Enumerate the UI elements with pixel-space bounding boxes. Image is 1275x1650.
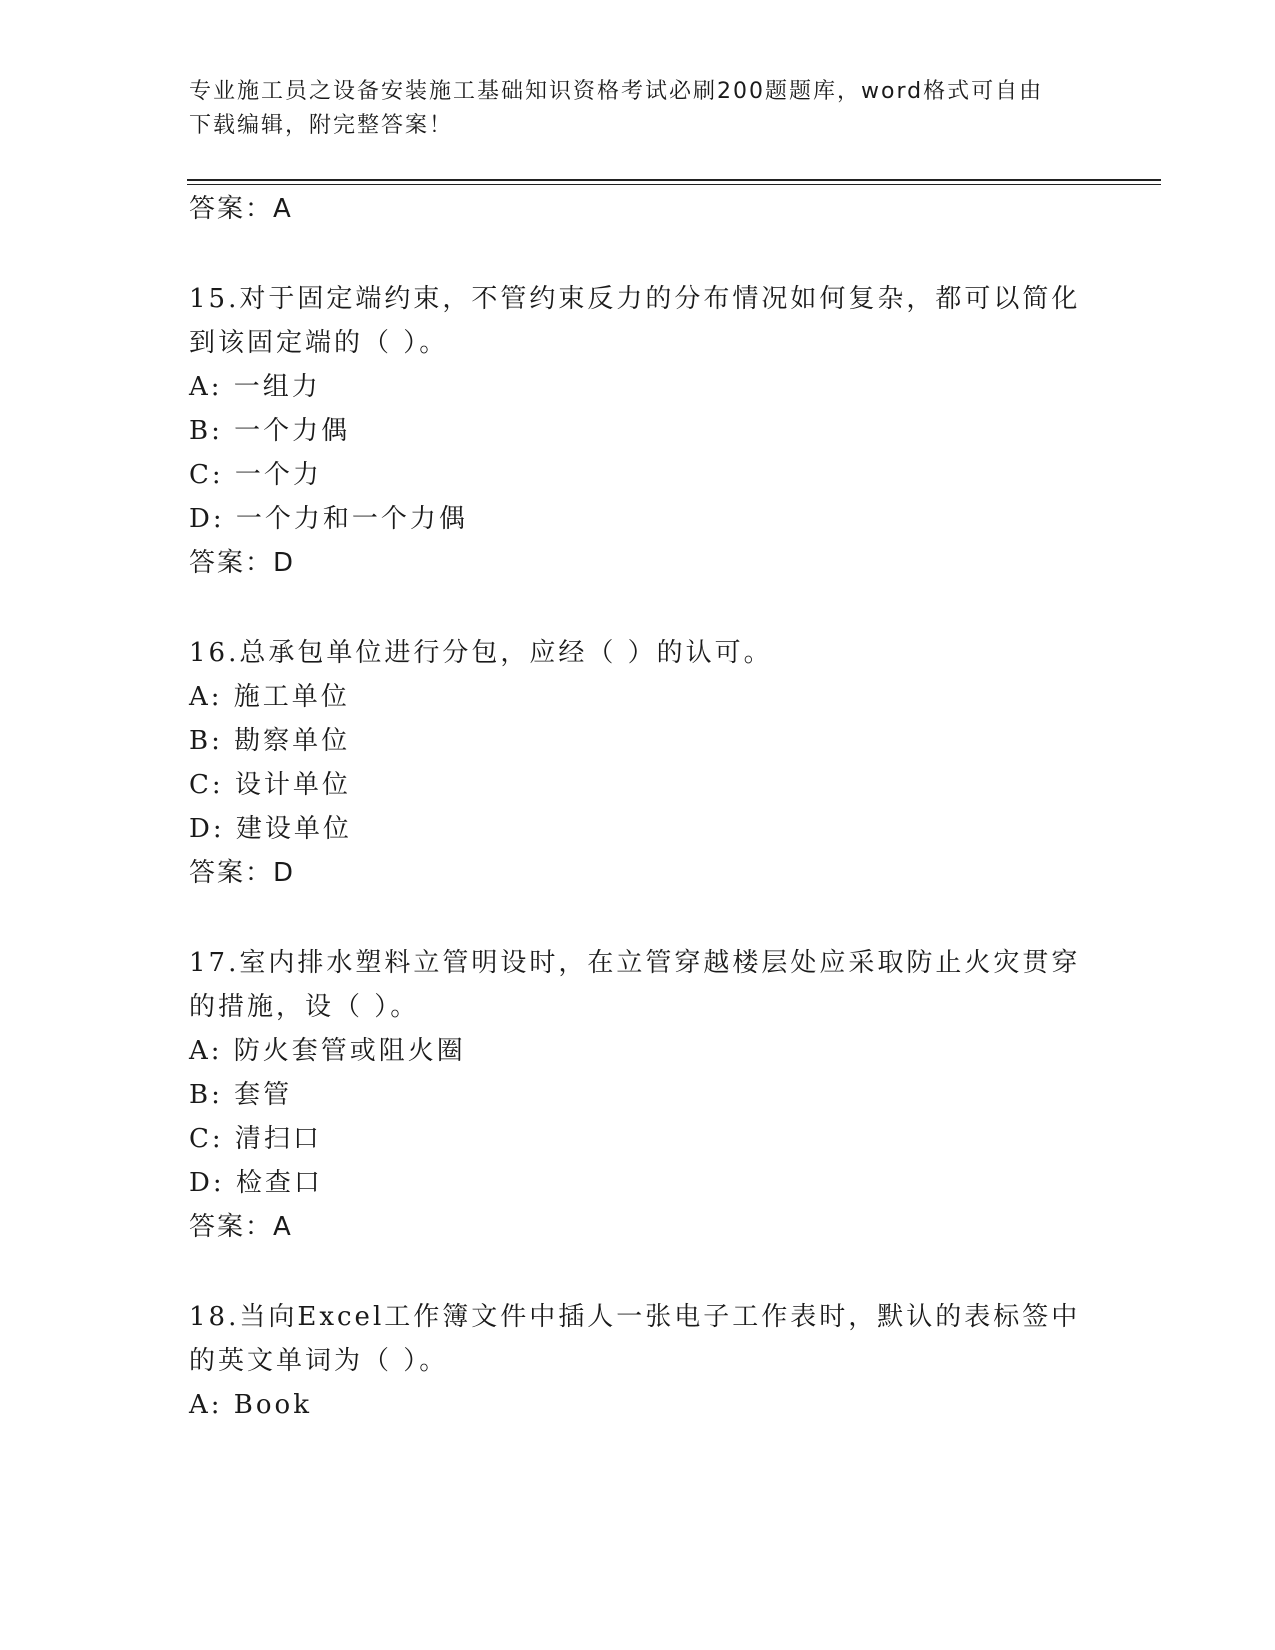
question-17-text-line-2: 的措施，设（ ）。: [189, 992, 420, 1022]
document-header: [189, 75, 1069, 143]
question-16-text-line-1: 16.总承包单位进行分包，应经（ ）的认可。: [189, 638, 773, 668]
question-15-option-d: D: 一个力和一个力偶: [189, 504, 468, 534]
question-15-answer: 答案：D: [189, 548, 296, 578]
header-line-2: 下载编辑，附完整答案！: [189, 113, 454, 138]
question-15-option-c: C: 一个力: [189, 460, 322, 490]
question-15-option-b: B: 一个力偶: [189, 416, 351, 446]
question-16-option-a: A: 施工单位: [189, 682, 350, 712]
previous-answer: 答案：A: [189, 194, 293, 224]
question-15-option-a: A: 一组力: [189, 372, 321, 402]
question-18-text-line-1: 18.当向Excel工作簿文件中插人一张电子工作表时，默认的表标签中: [189, 1302, 1081, 1332]
question-18-option-a: A: Book: [189, 1390, 312, 1420]
question-17-answer: 答案：A: [189, 1212, 293, 1242]
header-rule-thin: [187, 184, 1161, 185]
header-line-1: 专业施工员之设备安装施工基础知识资格考试必刷200题题库，word格式可自由: [189, 79, 1044, 104]
question-17-option-c: C: 清扫口: [189, 1124, 322, 1154]
question-15-text-line-2: 到该固定端的（ ）。: [189, 328, 449, 358]
question-18-text-line-2: 的英文单词为（ ）。: [189, 1346, 449, 1376]
question-16-option-c: C: 设计单位: [189, 770, 351, 800]
question-16-answer: 答案：D: [189, 858, 296, 888]
header-rule-thick: [187, 179, 1161, 181]
question-17-text-line-1: 17.室内排水塑料立管明设时，在立管穿越楼层处应采取防止火灾贯穿: [189, 948, 1081, 978]
question-16-option-b: B: 勘察单位: [189, 726, 351, 756]
question-16-option-d: D: 建设单位: [189, 814, 352, 844]
question-17-option-d: D: 检查口: [189, 1168, 323, 1198]
question-17-option-a: A: 防火套管或阻火圈: [189, 1036, 466, 1066]
question-15-text-line-1: 15.对于固定端约束，不管约束反力的分布情况如何复杂，都可以简化: [189, 284, 1081, 314]
question-17-option-b: B: 套管: [189, 1080, 293, 1110]
